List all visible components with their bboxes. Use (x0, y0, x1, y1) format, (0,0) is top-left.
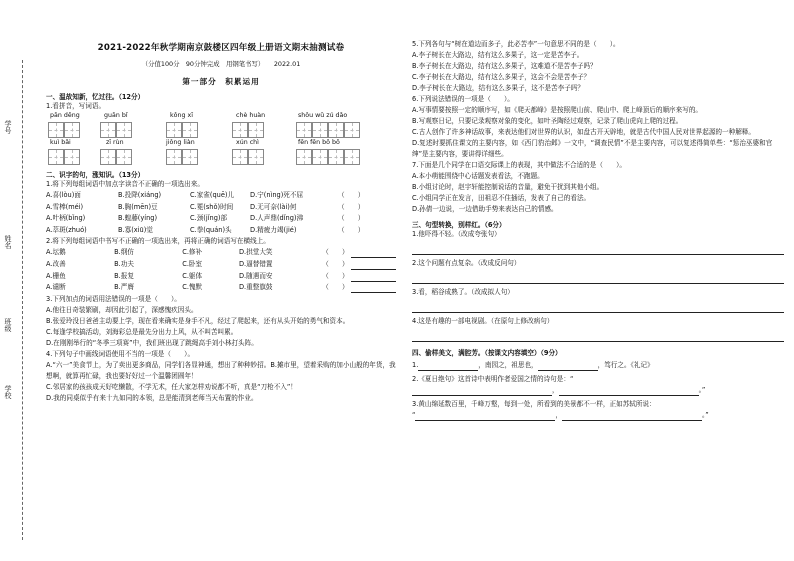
option: A.改善 (46, 259, 66, 268)
answer-line[interactable] (412, 329, 784, 342)
part-heading: 第一部分 积累运用 (182, 77, 260, 86)
section-4-heading: 四、偷样美文，满腔芳。（按课文内容填空）（9分） (412, 349, 562, 357)
correction-blank[interactable] (351, 284, 396, 293)
option-row (46, 259, 396, 271)
fill-q2-text: 2.《夏日绝句》这首诗中表明作者爱国之情的诗句是：“ (412, 375, 574, 383)
section-2-q3-option-b: B.张爱玲没日爸爸主动要上学，现在看来确实是身手不凡，经过了爬起来，还有从头开始的勇气和资本。 (46, 316, 350, 325)
option: A.喜(lòu)面 (46, 191, 81, 199)
pinyin: guān bǐ (104, 112, 128, 119)
option-row (46, 247, 396, 259)
writing-cell[interactable] (166, 149, 182, 165)
pinyin: chè huàn (236, 112, 266, 119)
answer-bracket[interactable]: （ ） (322, 259, 349, 268)
fill-q2-end: 。” (698, 386, 706, 394)
section-2-q4-option-ab: A.“六一”美食节上，为了卖出更多商品，同学们各显神通，想出了种种妙招。B.摊市里，望着采购的加小山般的年货，我想啊，就算再忙碌，我也要好好过一个温馨团圆年！ (46, 360, 396, 380)
option: B.纲仿 (114, 248, 134, 257)
answer-bracket[interactable]: （ ） (338, 225, 365, 234)
answer-bracket[interactable]: （ ） (338, 202, 365, 211)
section-1-heading: 一、温故知新，忆过往。（12分） (46, 93, 145, 101)
fill-q2-line (412, 385, 784, 396)
correction-blank[interactable] (351, 273, 396, 282)
q5-option-b: B.李子树长在大路边，结有这么多果子，这难道不是苦李子吗？ (412, 62, 597, 70)
q5-option-c: C.李子树长在大路边，结有这么多果子，这会不会是苦李子？ (412, 73, 591, 81)
fill-q3-comma: ， (555, 411, 563, 419)
pinyin: kuì bǎi (50, 139, 71, 146)
option: C.拳(quán)头 (190, 225, 232, 234)
fill-q2 (412, 374, 784, 385)
answer-line[interactable] (412, 300, 784, 313)
option: A.谴断 (46, 283, 66, 292)
writing-cell[interactable] (232, 149, 248, 165)
q6: 6.下列说法错误的一项是（ ）。 (412, 95, 514, 103)
option: B.胸(mēn)豆 (118, 202, 158, 211)
answer-bracket[interactable]: （ ） (322, 271, 349, 280)
sentence-q1: 1.他吓得不轻。（改成夸张句） (412, 230, 501, 238)
writing-cell[interactable] (296, 149, 312, 165)
fill-q1-end: ，笃行之。《礼记》 (597, 361, 654, 369)
section-1-q1: 1.看拼音，写词语。 (46, 102, 106, 110)
sentence-q3: 3.看，稻谷成熟了。（改成拟人句） (412, 288, 514, 296)
writing-cell[interactable] (64, 149, 80, 165)
writing-cell[interactable] (312, 149, 328, 165)
fill-q3-line (412, 410, 784, 421)
left-column (46, 0, 396, 404)
section-2-q3-option-a: A.他往日奇装繁刷，却因此引起了，深感愧疚因头。 (46, 305, 198, 314)
fill-blank[interactable] (538, 362, 598, 371)
section-2-heading: 二、识字的句，涨知识。（13分） (46, 171, 145, 179)
option-row (46, 190, 396, 202)
option: D.重整旗鼓 (238, 283, 273, 292)
option: D.人声鼎(dǐng)沸 (250, 214, 304, 223)
q5-option-d: D.李子树长在大路边，结有这么多果子，这不是苦李子吗？ (412, 84, 585, 92)
writing-cell[interactable] (296, 122, 312, 138)
option: A.叶柄(bǐng) (46, 214, 86, 223)
q7-option-b: B.小组讨论时，赵宇轩能控制说话的音量，避免干扰到其他小组。 (412, 183, 604, 191)
writing-cell[interactable] (344, 122, 360, 138)
option: D.拱堂大笑 (238, 248, 273, 257)
writing-cell[interactable] (116, 122, 132, 138)
sentence-q2: 2.这个问题有点复杂。（改成反问句） (412, 259, 521, 267)
fill-blank[interactable] (418, 362, 478, 371)
option: C.愧默 (182, 283, 203, 292)
binding-label-name: 姓名 (4, 235, 12, 249)
section-2-q2-options (46, 247, 396, 293)
option: D.逼替错置 (238, 259, 273, 268)
section-3-heading: 三、句型转换，别样红。（6分） (412, 221, 506, 229)
option: C.修补 (182, 248, 203, 257)
q7-option-d: D.孙倩一边说，一边借助手势来表达自己的情感。 (412, 205, 558, 213)
writing-cell[interactable] (328, 122, 344, 138)
section-2-q4-option-d: D.我的同桌似乎有来十九如同的本领，总是能清到老师当天布置的作业。 (46, 393, 258, 402)
option: D.宁(nìng)死不屈 (250, 191, 304, 199)
writing-cell[interactable] (100, 122, 116, 138)
fill-q2-comma: ， (552, 386, 559, 394)
writing-cell[interactable] (182, 122, 198, 138)
writing-grid-row-2 (46, 149, 396, 166)
writing-cell[interactable] (100, 149, 116, 165)
answer-bracket[interactable]: （ ） (338, 214, 365, 223)
answer-line[interactable] (412, 242, 784, 255)
fill-blank[interactable] (415, 412, 555, 421)
pinyin: shǒu wǔ zú dǎo (298, 112, 348, 119)
writing-cell[interactable] (312, 122, 328, 138)
q7: 7.下面是几个同学在口语交际课上的表现，其中做法不合适的是（ ）。 (412, 161, 626, 169)
writing-cell[interactable] (48, 149, 64, 165)
writing-cell[interactable] (248, 149, 264, 165)
answer-bracket[interactable]: （ ） (322, 248, 349, 257)
q7-option-a: A.本小萌能围绕中心话题发表看法，不跑题。 (412, 172, 544, 180)
q6-option-c: C.古人创作了许多神话故事，来表达他们对世界的认识，如盘古开天辟地，就是古代中国人民对世界起源的一种解释。 (412, 128, 755, 136)
binding-label-school: 学校 (4, 385, 12, 399)
option: C.冕(shǒ)时间 (190, 202, 234, 211)
pinyin: jiǒng liàn (166, 139, 195, 146)
fill-blank[interactable] (412, 387, 552, 396)
fill-q3-open: “ (412, 411, 416, 419)
pinyin-row-2 (46, 139, 396, 149)
fill-blank[interactable] (559, 387, 699, 396)
option: C.卧室 (182, 259, 203, 268)
binding-label-id: 学号 (4, 120, 12, 134)
fill-q1-text: ，南园之，祖思也， (478, 361, 538, 369)
option: D.随遇而安 (238, 271, 273, 280)
pinyin: zī rùn (106, 139, 124, 146)
answer-bracket[interactable]: （ ） (338, 191, 365, 199)
option: A.萃斑(zhuó) (46, 225, 87, 234)
fill-q1 (412, 360, 784, 371)
q6-option-d: D.复述时要抓住课文的主要内容，如《西门豹治邺》一文中，“调查民情”不是主要内容，可以复述得简单些：“惩治巫婆和官绅”是主要内容，要讲得详细些。 (412, 139, 773, 158)
writing-cell[interactable] (166, 122, 182, 138)
section-2-q1-options (46, 190, 396, 236)
exam-subtitle: （分值100分 90分钟完成 用钢笔书写） 2022.01 (141, 60, 301, 68)
fill-blank[interactable] (562, 412, 702, 421)
option: B.投降(xiáng) (118, 191, 162, 199)
right-column (412, 0, 784, 421)
writing-cell[interactable] (328, 149, 344, 165)
pinyin-row-1 (46, 112, 396, 122)
option: B.功夫 (114, 259, 134, 268)
writing-cell[interactable] (182, 149, 198, 165)
writing-cell[interactable] (248, 122, 264, 138)
writing-cell[interactable] (232, 122, 248, 138)
option: A.坛鹅 (46, 248, 66, 257)
pinyin: pān dēng (50, 112, 80, 119)
fill-q3: 3.黄山绵延数百里，千峰万壑，每到一处，所看到的美景都不一样，正如苏轼所说： (412, 400, 656, 408)
correction-blank[interactable] (351, 249, 396, 258)
binding-label-class: 班级 (4, 318, 12, 332)
binding-margin (0, 0, 34, 561)
section-2-q3-option-d: D.在刚刚举行的“冬季三项赛”中，我们班出现了跳绳高手刘小林打头阵。 (46, 338, 258, 347)
option-row (46, 271, 396, 283)
pinyin: kǒng xī (170, 112, 193, 119)
q6-option-b: B.写观察日记，只要记录观察对象的变化，如叶圣陶经过观察，记录了爬山虎向上爬的过程。 (412, 117, 683, 125)
binding-cut-line (22, 60, 23, 540)
correction-blank[interactable] (351, 261, 396, 270)
option-row (46, 202, 396, 214)
writing-grid-row-1 (46, 122, 396, 139)
option: C.躯体 (182, 271, 203, 280)
section-2-q4: 4.下列句子中画线词语使用不当的一项是（ ）。 (46, 349, 195, 358)
option: C.家雀(quē)儿 (190, 191, 235, 199)
q6-option-a: A.写事情要按照一定的顺序写，如《爬天都峰》是按照爬山前、爬山中、爬上峰顶后的顺序来写的。 (412, 106, 703, 114)
option: A.雪棒(méi) (46, 202, 84, 211)
pinyin: xún chì (236, 139, 259, 146)
answer-line[interactable] (412, 271, 784, 284)
fill-q3-end: 。” (702, 411, 709, 419)
option: B.寡(xiū)觉 (118, 225, 153, 234)
q7-option-c: C.小组同学正在发言，田祖忍不住插话，发表了自己的看法。 (412, 194, 591, 202)
section-2-q2: 2.将下列每组词语中书写不正确的一项选出来，再将正确的词语写在横线上。 (46, 237, 270, 246)
option-row (46, 225, 396, 237)
writing-cell[interactable] (64, 122, 80, 138)
answer-bracket[interactable]: （ ） (322, 283, 349, 292)
pinyin: fēn fēn bō bō (298, 139, 340, 146)
writing-cell[interactable] (116, 149, 132, 165)
section-2-q1: 1.将下列每组词语中加点字读音不正确的一项选出来。 (46, 180, 204, 188)
q5-option-a: A.李子树长在大路边，结有这么多果子，这一定是苦李子。 (412, 51, 584, 59)
option: D.精疲力竭(jié) (250, 225, 297, 234)
option-row (46, 282, 396, 294)
sentence-q4: 4.这是有趣的一部电视剧。（在原句上修改病句） (412, 317, 554, 325)
section-2-q3: 3.下列加点的词语用法错误的一项是（ ）。 (46, 294, 181, 303)
option: A.栅鱼 (46, 271, 66, 280)
exam-title: 2021-2022年秋学期南京鼓楼区四年级上册语文期末抽测试卷 (97, 43, 345, 53)
q5: 5.下列各句与“树在道边而多子，此必苦李”一句意思不同的是（ ）。 (412, 40, 620, 48)
option: D.无可奈(lài)何 (250, 202, 297, 211)
option: B.报复 (114, 271, 134, 280)
option-row (46, 213, 396, 225)
section-2-q4-option-c: C.邻居家的孩孩成天好吃懒散，不学无术，任大家怎样劝说都不听，真是“刀枪不入”！ (46, 382, 297, 391)
writing-cell[interactable] (48, 122, 64, 138)
option: C.颈(jǐng)部 (190, 214, 228, 223)
option: B.蝗藤(yíng) (118, 214, 158, 223)
option: B.严膺 (114, 283, 134, 292)
section-2-q3-option-c: C.每逢学校搞活动，刘海彩总是最先分出力上风，从不叫苦叫累。 (46, 327, 238, 336)
fill-q1-num: 1. (412, 361, 419, 369)
writing-cell[interactable] (344, 149, 360, 165)
